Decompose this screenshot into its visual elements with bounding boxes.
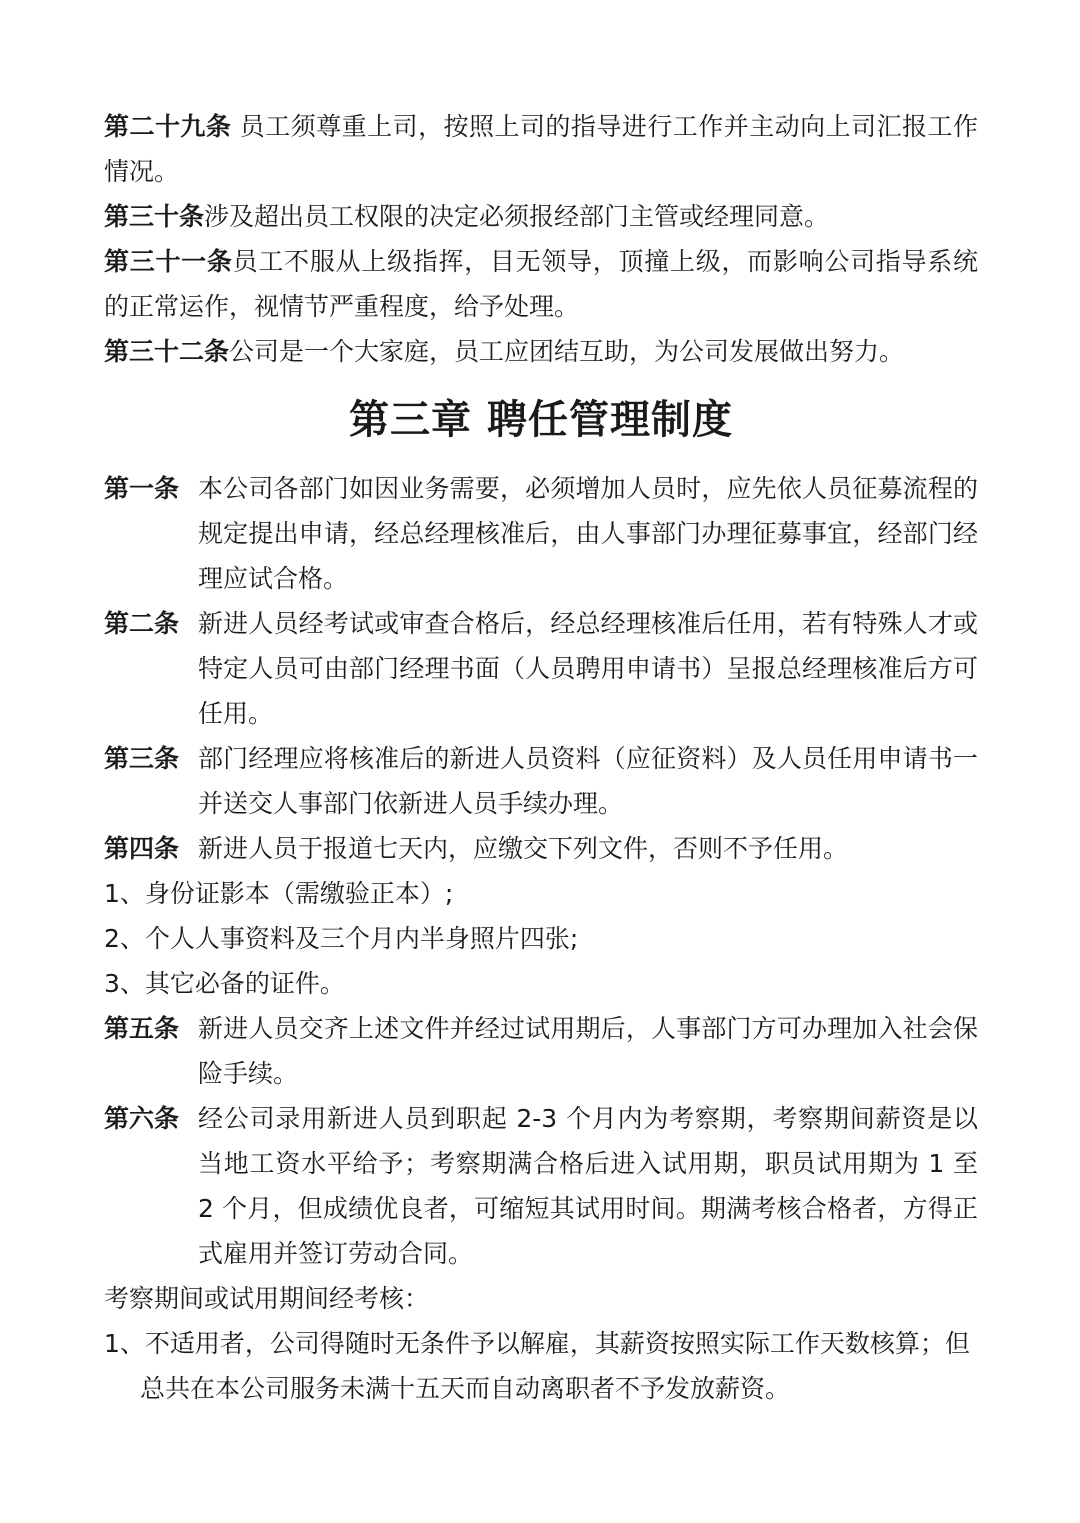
document-page — [104, 104, 978, 1411]
article-31 — [104, 239, 978, 329]
article-label: 第三十条 — [104, 202, 205, 231]
chapter3-article-6 — [104, 1096, 978, 1276]
chapter3-article-2 — [104, 601, 978, 736]
article-text: 部门经理应将核准后的新进人员资料（应征资料）及人员任用申请书一并送交人事部门依新进人员手续办理。 — [198, 744, 978, 818]
article-label: 第二十九条 — [104, 112, 232, 141]
article-30 — [104, 194, 978, 239]
list-item: 2、个人人事资料及三个月内半身照片四张; — [104, 924, 579, 953]
article-label: 第二条 — [104, 609, 180, 638]
chapter3-article-5 — [104, 1006, 978, 1096]
article-label: 第三十二条 — [104, 337, 230, 366]
article-label: 第六条 — [104, 1104, 180, 1133]
article-text: 经公司录用新进人员到职起 2-3 个月内为考察期，考察期间薪资是以当地工资水平给予；考察期满合格后进入试用期，职员试用期为 1 至 2 个月，但成绩优良者，可缩短其试用时间。期满考核合格者，方得正式雇用并签订劳动合同。 — [198, 1104, 978, 1268]
chapter3-article-1 — [104, 466, 978, 601]
chapter3-article-4 — [104, 826, 978, 871]
article-text: 员工须尊重上司，按照上司的指导进行工作并主动向上司汇报工作情况。 — [104, 112, 978, 186]
article-label: 第五条 — [104, 1014, 180, 1043]
article-text: 新进人员经考试或审查合格后，经总经理核准后任用，若有特殊人才或特定人员可由部门经理书面（人员聘用申请书）呈报总经理核准后方可任用。 — [198, 609, 978, 728]
article-label: 第四条 — [104, 834, 180, 863]
list-item: 1、不适用者，公司得随时无条件予以解雇，其薪资按照实际工作天数核算；但总共在本公司服务未满十五天而自动离职者不予发放薪资。 — [104, 1329, 970, 1403]
article-32 — [104, 329, 978, 374]
article-text: 涉及超出员工权限的决定必须报经部门主管或经理同意。 — [204, 202, 830, 231]
list-item: 1、身份证影本（需缴验正本）; — [104, 879, 454, 908]
article-text: 公司是一个大家庭，员工应团结互助，为公司发展做出努力。 — [229, 337, 905, 366]
article-text: 本公司各部门如因业务需要，必须增加人员时，应先依人员征募流程的规定提出申请，经总经理核准后，由人事部门办理征募事宜，经部门经理应试合格。 — [198, 474, 978, 593]
article-29 — [104, 104, 978, 194]
article-text: 新进人员于报道七天内，应缴交下列文件，否则不予任用。 — [198, 834, 849, 863]
list-item: 3、其它必备的证件。 — [104, 969, 345, 998]
chapter3-article-3 — [104, 736, 978, 826]
article-label: 第三十一条 — [104, 247, 233, 276]
article-text: 新进人员交齐上述文件并经过试用期后，人事部门方可办理加入社会保险手续。 — [198, 1014, 978, 1088]
chapter-title: 第三章 聘任管理制度 — [349, 397, 733, 443]
article-text: 员工不服从上级指挥，目无领导，顶撞上级，而影响公司指导系统的正常运作，视情节严重程度，给予处理。 — [104, 247, 978, 321]
article-label: 第一条 — [104, 474, 180, 503]
article-label: 第三条 — [104, 744, 180, 773]
assessment-intro: 考察期间或试用期间经考核： — [104, 1284, 430, 1313]
